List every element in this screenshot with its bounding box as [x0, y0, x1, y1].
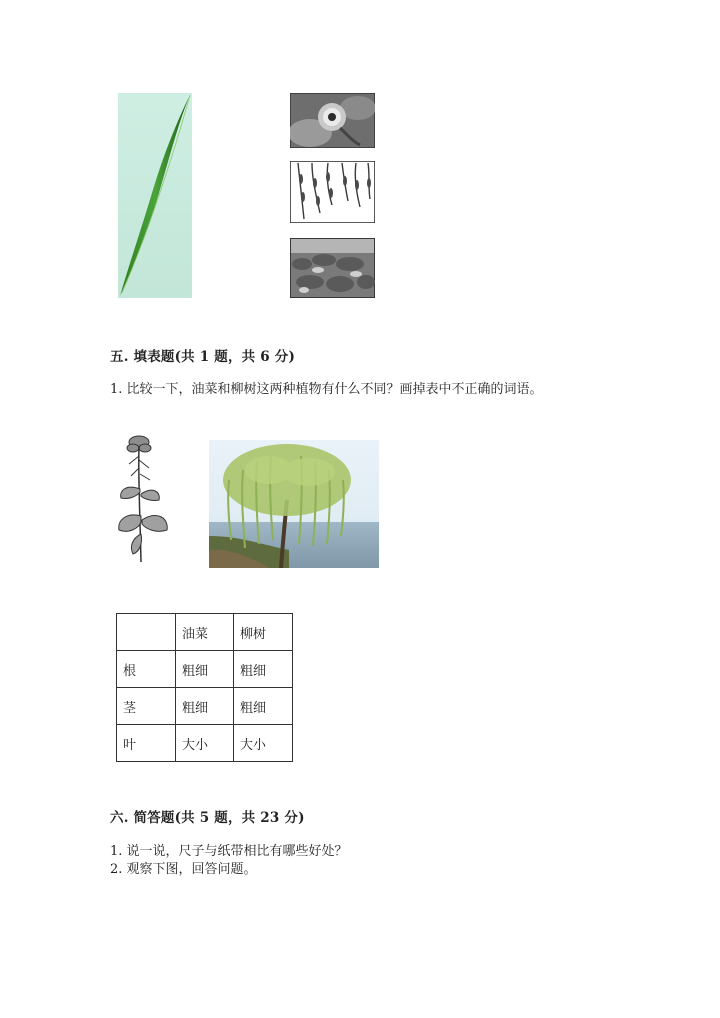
table-row — [117, 651, 293, 688]
comparison-table — [116, 613, 293, 762]
table-header-cell: 油菜 — [176, 614, 234, 651]
table-cell[interactable]: 粗细 — [234, 688, 293, 725]
table-header-row — [117, 614, 293, 651]
table-row — [117, 725, 293, 762]
table-cell[interactable]: 粗细 — [176, 651, 234, 688]
section-5-heading: 五. 填表题(共 1 题，共 6 分) — [110, 349, 296, 365]
table-cell[interactable]: 粗细 — [234, 651, 293, 688]
table-cell[interactable]: 粗细 — [176, 688, 234, 725]
section-5-question-1: 1. 比较一下，油菜和柳树这两种植物有什么不同？画掉表中不正确的词语。 — [110, 382, 543, 397]
table-cell: 茎 — [117, 688, 176, 725]
plants-field-photo — [290, 238, 375, 298]
section-6-question-1: 1. 说一说，尺子与纸带相比有哪些好处？ — [110, 844, 348, 859]
table-cell[interactable]: 大小 — [234, 725, 293, 762]
table-cell: 根 — [117, 651, 176, 688]
table-cell: 叶 — [117, 725, 176, 762]
table-row — [117, 688, 293, 725]
section-6-question-2: 2. 观察下图，回答问题。 — [110, 862, 257, 877]
section-6-heading: 六. 简答题(共 5 题，共 23 分) — [110, 810, 305, 826]
table-cell[interactable]: 大小 — [176, 725, 234, 762]
willow-tree-image — [209, 440, 379, 568]
table-header-cell — [117, 614, 176, 651]
flower-photo — [290, 93, 375, 148]
willow-leaf-image — [118, 93, 192, 298]
table-header-cell: 柳树 — [234, 614, 293, 651]
willow-branches-photo — [290, 161, 375, 223]
rapeseed-plant-image — [113, 434, 171, 570]
